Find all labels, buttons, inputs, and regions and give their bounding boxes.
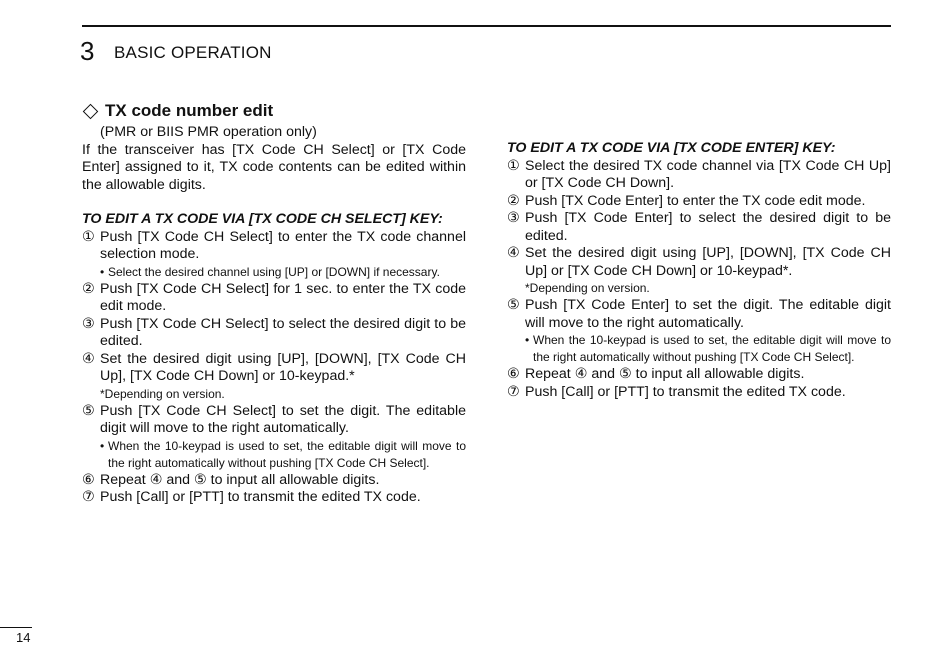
procedure-step	[82, 472, 466, 490]
step-text: Select the desired TX code channel via [TX Code CH Up] or [TX Code CH Down].	[525, 157, 891, 191]
section-title: TX code number edit	[105, 101, 274, 120]
footer-rule	[0, 627, 32, 628]
step-number: ⑦	[82, 489, 95, 505]
step-number: ④	[507, 245, 520, 261]
step-number: ⑦	[507, 383, 520, 400]
procedure-step	[507, 297, 891, 332]
step-text: Push [TX Code Enter] to set the digit. The editable digit will move to the right automatically.	[525, 297, 891, 331]
step-number: ②	[82, 280, 95, 297]
step-bullet-note: • When the 10-keypad is used to set, the editable digit will move to the right automatically without pushing [TX Code CH Select].	[507, 332, 891, 366]
procedure-step	[82, 403, 466, 438]
procedure-step	[82, 281, 466, 316]
procedure-step	[82, 316, 466, 351]
step-number: ①	[507, 157, 520, 174]
procedure-step	[82, 351, 466, 386]
procedure-step	[507, 210, 891, 245]
step-number: ③	[82, 315, 95, 332]
step-text: Set the desired digit using [UP], [DOWN], [TX Code CH Up] or [TX Code CH Down] or 10-keypad*.	[525, 245, 891, 279]
step-number: ④	[82, 350, 95, 367]
step-footnote: *Depending on version.	[525, 281, 650, 295]
chapter-title: BASIC OPERATION	[114, 43, 272, 62]
chapter-number: 3	[80, 36, 95, 66]
step-text: Push [Call] or [PTT] to transmit the edited TX code.	[525, 383, 846, 400]
page-number: 14	[16, 630, 31, 645]
section-intro: If the transceiver has [TX Code CH Select] or [TX Code Enter] assigned to it, TX code contents can be edited within the allowable digits.	[82, 141, 466, 193]
procedure-step	[507, 245, 891, 280]
section-heading	[82, 100, 466, 122]
step-text: Push [TX Code CH Select] to enter the TX code channel selection mode.	[100, 228, 466, 262]
step-text: Push [TX Code Enter] to select the desired digit to be edited.	[525, 210, 891, 244]
procedure-step	[82, 229, 466, 264]
step-text: Push [TX Code CH Select] to select the desired digit to be edited.	[100, 315, 466, 349]
step-text: Repeat ④ and ⑤ to input all allowable digits.	[525, 366, 805, 382]
step-text: Repeat ④ and ⑤ to input all allowable digits.	[100, 471, 380, 488]
step-number: ②	[507, 192, 520, 209]
procedure-step	[507, 366, 891, 384]
step-number: ⑤	[82, 402, 95, 419]
procedure-step	[507, 193, 891, 211]
step-number: ⑤	[507, 297, 520, 313]
section-note: (PMR or BIIS PMR operation only)	[100, 124, 317, 140]
step-text: Push [TX Code Enter] to enter the TX code edit mode.	[525, 192, 866, 209]
procedure-step	[507, 384, 891, 402]
step-bullet-note: • When the 10-keypad is used to set, the editable digit will move to the right automatically without pushing [TX Code CH Select].	[82, 438, 466, 472]
diamond-icon	[83, 103, 99, 119]
step-text: Push [Call] or [PTT] to transmit the edited TX code.	[100, 489, 421, 505]
step-number: ⑥	[507, 366, 520, 382]
right-column	[507, 140, 891, 401]
step-number: ①	[82, 228, 95, 245]
step-text: Push [TX Code CH Select] to set the digit. The editable digit will move to the right automatically.	[100, 402, 466, 436]
procedure-heading-ch-select: TO EDIT A TX CODE VIA [TX CODE CH SELECT] KEY:	[82, 211, 443, 227]
step-number: ③	[507, 210, 520, 226]
step-text: Push [TX Code CH Select] for 1 sec. to enter the TX code edit mode.	[100, 280, 466, 314]
step-bullet-note: • Select the desired channel using [UP] or [DOWN] if necessary.	[82, 264, 466, 281]
step-number: ⑥	[82, 471, 95, 488]
step-text: Set the desired digit using [UP], [DOWN], [TX Code CH Up], [TX Code CH Down] or 10-keypad.*	[100, 350, 466, 384]
procedure-heading-enter: TO EDIT A TX CODE VIA [TX CODE ENTER] KEY:	[507, 140, 836, 156]
left-column	[82, 100, 466, 507]
procedure-step	[82, 489, 466, 507]
step-footnote: *Depending on version.	[100, 386, 225, 401]
header-rule	[82, 25, 891, 27]
procedure-step	[507, 158, 891, 193]
